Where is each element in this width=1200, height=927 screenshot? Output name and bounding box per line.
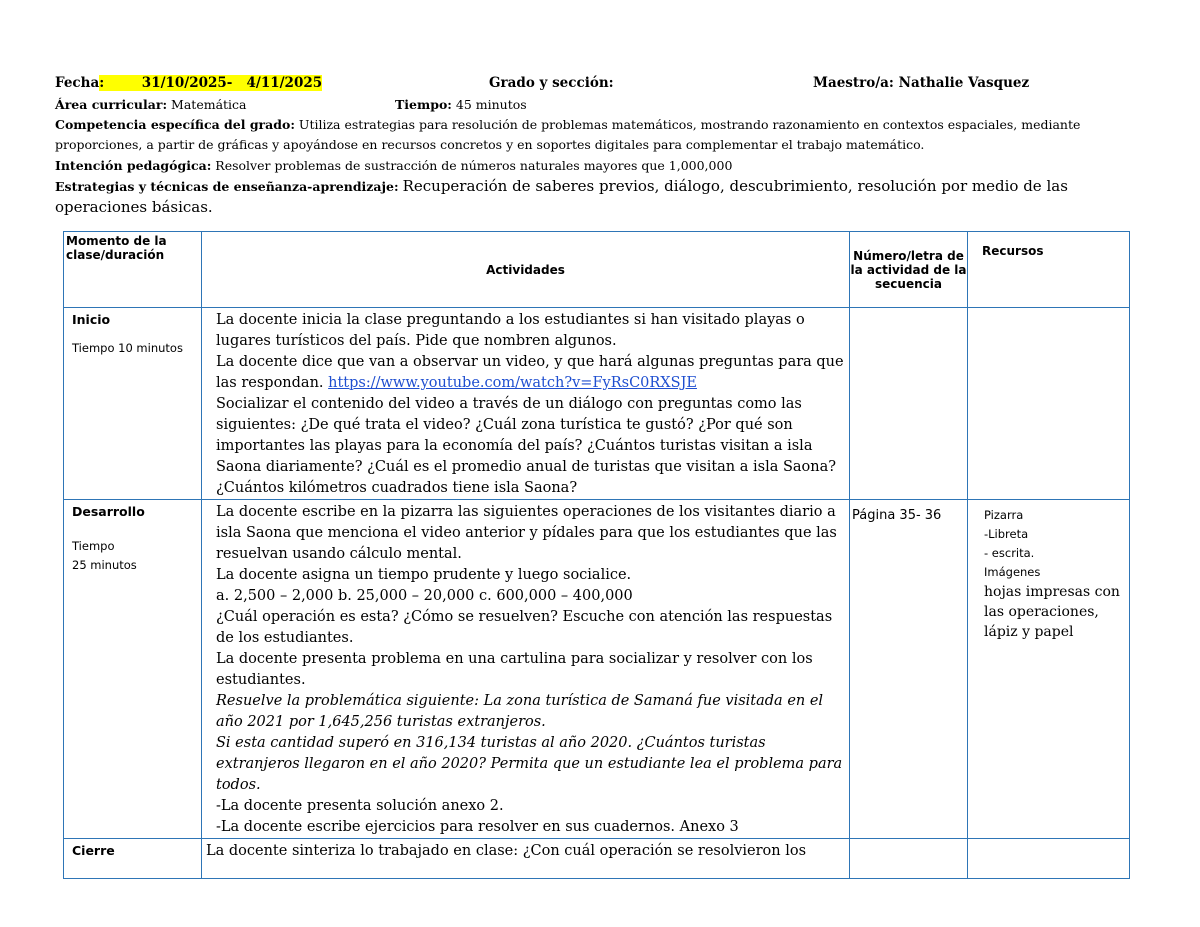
inicio-time: Tiempo 10 minutos [72, 341, 183, 355]
recurso-imagenes: Imágenes [984, 565, 1041, 579]
tiempo-label: Tiempo: [395, 97, 452, 112]
actividades-desarrollo [202, 500, 850, 839]
numero-desarrollo [850, 500, 968, 839]
actividades-cierre [202, 839, 850, 879]
desarrollo-p4: ¿Cuál operación es esta? ¿Cómo se resuelven? Escuche con atención las respuestas de los estudiantes. [216, 609, 833, 646]
momento-inicio [64, 308, 202, 500]
competencia: Competencia específica del grado: Utiliza estrategias para resolución de problemas matemáticos, mostrando razonamiento en contextos espaciales, mediante proporciones, a partir de gráficas y apoyándose en recursos concretos y en soportes digitales para complementar el trabajo matemático. [55, 117, 1081, 152]
inicio-p3: Socializar el contenido del video a través de un diálogo con preguntas como las siguientes: ¿De qué trata el video? ¿Cuál zona turística te gustó? ¿Por qué son importantes las playas para la economía del país? ¿Cuántos turistas visitan a isla Saona diariamente? ¿Cuál es el promedio anual de turistas que visitan a isla Saona? ¿Cuántos kilómetros cuadrados tiene isla Saona? [216, 396, 837, 496]
desarrollo-p8: -La docente presenta solución anexo 2. [216, 798, 504, 814]
desarrollo-p9: -La docente escribe ejercicios para resolver en sus cuadernos. Anexo 3 [216, 819, 739, 835]
area-label: Área curricular: [55, 97, 168, 112]
tiempo-value: 45 minutos [455, 97, 527, 112]
document-header [55, 72, 1135, 218]
lesson-table [63, 231, 1130, 879]
inicio-p1: La docente inicia la clase preguntando a los estudiantes si han visitado playas o lugares turísticos del país. Pide que nombren algunos. [216, 312, 805, 349]
pagina-ref: Página 35- 36 [852, 508, 942, 523]
header-momento: Momento de la clase/duración [64, 232, 202, 308]
recurso-libreta: -Libreta [984, 527, 1029, 541]
recurso-escrita: - escrita. [984, 546, 1035, 560]
desarrollo-p7: Si esta cantidad superó en 316,134 turistas al año 2020. ¿Cuántos turistas extranjeros llegaron en el año 2020? Permita que un estudiante lea el problema para todos. [216, 735, 843, 793]
recursos-desarrollo [968, 500, 1130, 839]
momento-cierre [64, 839, 202, 879]
fecha-value: : 31/10/2025- 4/11/2025 [99, 75, 323, 91]
header-row-1 [55, 72, 1135, 94]
table-row-cierre [64, 839, 1130, 879]
table-row-desarrollo [64, 500, 1130, 839]
desarrollo-p5: La docente presenta problema en una cartulina para socializar y resolver con los estudiantes. [216, 651, 813, 688]
actividades-inicio [202, 308, 850, 500]
desarrollo-p1: La docente escribe en la pizarra las siguientes operaciones de los visitantes diario a isla Saona que menciona el video anterior y pídales para que los estudiantes que las resuelvan usando cálculo mental. [216, 504, 837, 562]
cierre-title: Cierre [72, 843, 115, 858]
intencion: Intención pedagógica: Resolver problemas de sustracción de números naturales mayores que 1,000,000 [55, 158, 733, 173]
recursos-cierre [968, 839, 1130, 879]
grado-label: Grado y sección: [489, 75, 614, 91]
video-link[interactable]: https://www.youtube.com/watch?v=FyRsC0RXSJE [328, 375, 697, 391]
header-actividades: Actividades [202, 232, 850, 308]
desarrollo-p6: Resuelve la problemática siguiente: La zona turística de Samaná fue visitada en el año 2021 por 1,645,256 turistas extranjeros. [216, 693, 824, 730]
intencion-value: Resolver problemas de sustracción de números naturales mayores que 1,000,000 [215, 158, 733, 173]
maestro-field: Maestro/a: Nathalie Vasquez [813, 75, 1030, 91]
header-numero: Número/letra de la actividad de la secuencia [850, 232, 968, 308]
table-header-row [64, 232, 1130, 308]
fecha-label: Fecha: 31/10/2025- 4/11/2025 [55, 75, 323, 91]
header-row-2 [55, 94, 1135, 115]
recursos-inicio [968, 308, 1130, 500]
table-row-inicio [64, 308, 1130, 500]
desarrollo-p3: a. 2,500 – 2,000 b. 25,000 – 20,000 c. 600,000 – 400,000 [216, 588, 633, 604]
estrategias: Estrategias y técnicas de enseñanza-aprendizaje: Recuperación de saberes previos, diálogo, descubrimiento, resolución por medio de las operaciones básicas. [55, 177, 1068, 216]
cierre-p1: La docente sinteriza lo trabajado en clase: ¿Con cuál operación se resolvieron los [206, 843, 807, 859]
header-recursos: Recursos [968, 232, 1130, 308]
area-value: Matemática [171, 97, 247, 112]
recurso-hojas: hojas impresas con las operaciones, lápiz y papel [984, 584, 1120, 640]
inicio-title: Inicio [72, 312, 111, 327]
momento-desarrollo [64, 500, 202, 839]
desarrollo-time: Tiempo 25 minutos [72, 539, 137, 572]
inicio-p2: La docente dice que van a observar un video, y que hará algunas preguntas para que las respondan. https://www.youtube.com/watch?v=FyRsC0RXSJE [216, 354, 844, 391]
competencia-value: Utiliza estrategias para resolución de problemas matemáticos, mostrando razonamiento en contextos espaciales, mediante proporciones, a partir de gráficas y apoyándose en recursos concretos y en soportes digitales para complementar el trabajo matemático. [55, 117, 1081, 152]
desarrollo-p2: La docente asigna un tiempo prudente y luego socialice. [216, 567, 632, 583]
estrategias-value: Recuperación de saberes previos, diálogo, descubrimiento, resolución por medio de las operaciones básicas. [55, 177, 1068, 216]
desarrollo-title: Desarrollo [72, 504, 145, 519]
recurso-pizarra: Pizarra [984, 508, 1024, 522]
numero-cierre [850, 839, 968, 879]
numero-inicio [850, 308, 968, 500]
maestro-value: Nathalie Vasquez [898, 75, 1030, 91]
